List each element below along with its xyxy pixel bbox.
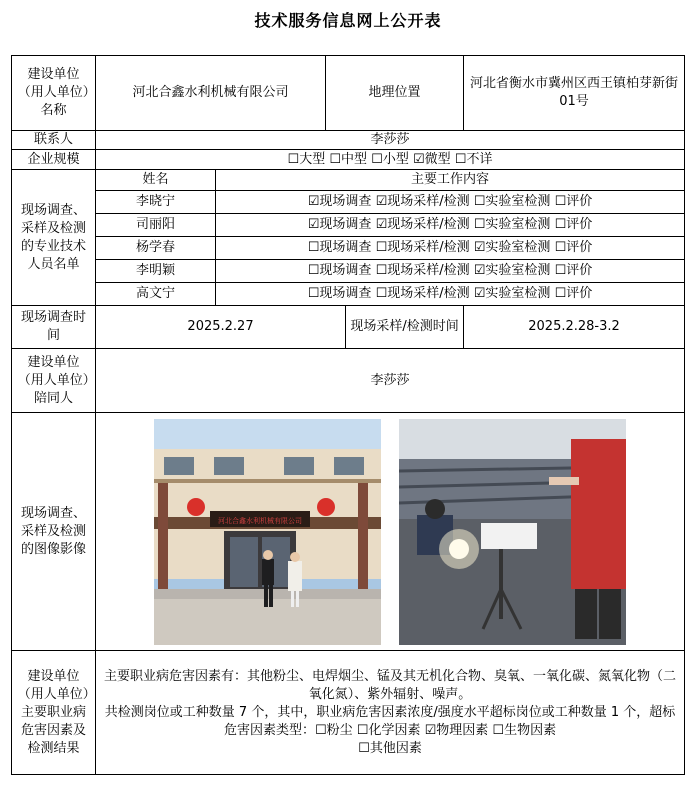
scale-option-medium[interactable]: ☐中型 bbox=[329, 151, 368, 167]
staff-name: 司丽阳 bbox=[96, 214, 216, 237]
location-value: 河北省衡水市冀州区西王镇柏芽新街01号 bbox=[464, 56, 685, 131]
staff-label: 现场调查、采样及检测的专业技术人员名单 bbox=[12, 170, 96, 306]
checkbox-checked-icon[interactable]: ☑ bbox=[473, 263, 486, 278]
type-other-line bbox=[99, 740, 681, 758]
type-dust[interactable]: ☐粉尘 bbox=[314, 722, 353, 738]
checkbox-checked-icon[interactable]: ☑ bbox=[375, 194, 388, 209]
staff-row bbox=[12, 191, 685, 214]
companion-value: 李莎莎 bbox=[96, 349, 685, 413]
staff-name: 高文宁 bbox=[96, 283, 216, 306]
type-other[interactable]: ☐其他因素 bbox=[358, 740, 422, 756]
checkbox-icon[interactable]: ☐ bbox=[554, 194, 567, 209]
staff-header-row bbox=[12, 170, 685, 191]
checkbox-icon[interactable]: ☐ bbox=[375, 263, 388, 278]
contact-row bbox=[12, 131, 685, 150]
images-cell bbox=[96, 413, 685, 651]
unit-row bbox=[12, 56, 685, 131]
checkbox-icon: ☐ bbox=[371, 151, 383, 167]
checkbox-checked-icon[interactable]: ☑ bbox=[307, 217, 320, 232]
staff-row bbox=[12, 283, 685, 306]
checkbox-icon[interactable]: ☐ bbox=[554, 263, 567, 278]
checkbox-icon[interactable]: ☐ bbox=[307, 286, 320, 301]
checkbox-checked-icon: ☑ bbox=[412, 151, 425, 167]
checkbox-icon[interactable]: ☐ bbox=[375, 286, 388, 301]
contact-value: 李莎莎 bbox=[96, 131, 685, 150]
checkbox-icon[interactable]: ☐ bbox=[307, 240, 320, 255]
results-label: 建设单位（用人单位）主要职业病危害因素及检测结果 bbox=[12, 651, 96, 775]
unit-name: 河北合鑫水利机械有限公司 bbox=[96, 56, 326, 131]
checkbox-icon[interactable]: ☐ bbox=[473, 194, 486, 209]
checkbox-icon: ☐ bbox=[358, 740, 370, 756]
staff-row bbox=[12, 237, 685, 260]
name-header: 姓名 bbox=[96, 170, 216, 191]
survey-time-label: 现场调查时间 bbox=[12, 306, 96, 349]
type-physical[interactable]: ☑物理因素 bbox=[424, 722, 489, 738]
results-content bbox=[96, 651, 685, 775]
staff-name: 杨学春 bbox=[96, 237, 216, 260]
location-label: 地理位置 bbox=[326, 56, 464, 131]
time-row bbox=[12, 306, 685, 349]
checkbox-icon[interactable]: ☐ bbox=[473, 217, 486, 232]
welding-photo bbox=[399, 419, 626, 645]
scale-option-small[interactable]: ☐小型 bbox=[371, 151, 409, 167]
detection-summary-text: 共检测岗位或工种数量 7 个，其中，职业病危害因素浓度/强度水平超标岗位或工种数量 1 个，超标危害因素类型： bbox=[104, 704, 676, 738]
staff-work: ☐现场调查 ☐现场采样/检测 ☑实验室检测 ☐评价 bbox=[216, 237, 685, 260]
checkbox-icon[interactable]: ☐ bbox=[554, 217, 567, 232]
page-title: 技术服务信息网上公开表 bbox=[254, 11, 442, 30]
results-row bbox=[12, 651, 685, 775]
checkbox-checked-icon[interactable]: ☑ bbox=[473, 286, 486, 301]
checkbox-icon[interactable]: ☐ bbox=[554, 240, 567, 255]
staff-work: ☑现场调查 ☑现场采样/检测 ☐实验室检测 ☐评价 bbox=[216, 191, 685, 214]
info-table bbox=[11, 55, 685, 775]
work-header: 主要工作内容 bbox=[216, 170, 685, 191]
checkbox-icon: ☐ bbox=[454, 151, 467, 167]
scale-row bbox=[12, 150, 685, 170]
checkbox-icon: ☐ bbox=[287, 151, 300, 167]
type-chemical[interactable]: ☐化学因素 bbox=[356, 722, 421, 738]
images-row bbox=[12, 413, 685, 651]
hazard-factors-text: 主要职业病危害因素有：其他粉尘、电焊烟尘、锰及其无机化合物、臭氧、一氧化碳、氮氧化物（二氧化氮）、紫外辐射、噪声。 bbox=[104, 668, 677, 702]
sampling-time-value: 2025.2.28-3.2 bbox=[464, 306, 685, 349]
survey-time-value: 2025.2.27 bbox=[96, 306, 346, 349]
scale-option-micro[interactable]: ☑微型 bbox=[412, 151, 451, 167]
checkbox-icon: ☐ bbox=[356, 722, 369, 738]
checkbox-icon: ☐ bbox=[329, 151, 342, 167]
checkbox-icon[interactable]: ☐ bbox=[554, 286, 567, 301]
type-biological[interactable]: ☐生物因素 bbox=[492, 722, 557, 738]
checkbox-icon[interactable]: ☐ bbox=[307, 263, 320, 278]
scale-option-large[interactable]: ☐大型 bbox=[287, 151, 326, 167]
checkbox-icon: ☐ bbox=[314, 722, 327, 738]
checkbox-checked-icon[interactable]: ☑ bbox=[307, 194, 320, 209]
sampling-time-label: 现场采样/检测时间 bbox=[346, 306, 464, 349]
contact-label: 联系人 bbox=[12, 131, 96, 150]
companion-label: 建设单位（用人单位）陪同人 bbox=[12, 349, 96, 413]
staff-row bbox=[12, 260, 685, 283]
images-label: 现场调查、采样及检测的图像影像 bbox=[12, 413, 96, 651]
sign-text: 河北合鑫水利机械有限公司 bbox=[218, 516, 303, 525]
staff-name: 李明颖 bbox=[96, 260, 216, 283]
staff-work: ☐现场调查 ☐现场采样/检测 ☑实验室检测 ☐评价 bbox=[216, 260, 685, 283]
checkbox-icon: ☐ bbox=[492, 722, 505, 738]
scale-option-unknown[interactable]: ☐不详 bbox=[454, 151, 493, 167]
checkbox-checked-icon[interactable]: ☑ bbox=[473, 240, 486, 255]
scale-options bbox=[96, 150, 685, 170]
detection-summary bbox=[99, 704, 681, 740]
staff-row bbox=[12, 214, 685, 237]
unit-label: 建设单位（用人单位）名称 bbox=[12, 56, 96, 131]
checkbox-checked-icon[interactable]: ☑ bbox=[375, 217, 388, 232]
checkbox-icon[interactable]: ☐ bbox=[375, 240, 388, 255]
staff-work: ☑现场调查 ☑现场采样/检测 ☐实验室检测 ☐评价 bbox=[216, 214, 685, 237]
scale-label: 企业规模 bbox=[12, 150, 96, 170]
checkbox-checked-icon: ☑ bbox=[424, 722, 437, 738]
staff-work: ☐现场调查 ☐现场采样/检测 ☑实验室检测 ☐评价 bbox=[216, 283, 685, 306]
entrance-photo bbox=[154, 419, 381, 645]
staff-name: 李晓宁 bbox=[96, 191, 216, 214]
companion-row bbox=[12, 349, 685, 413]
